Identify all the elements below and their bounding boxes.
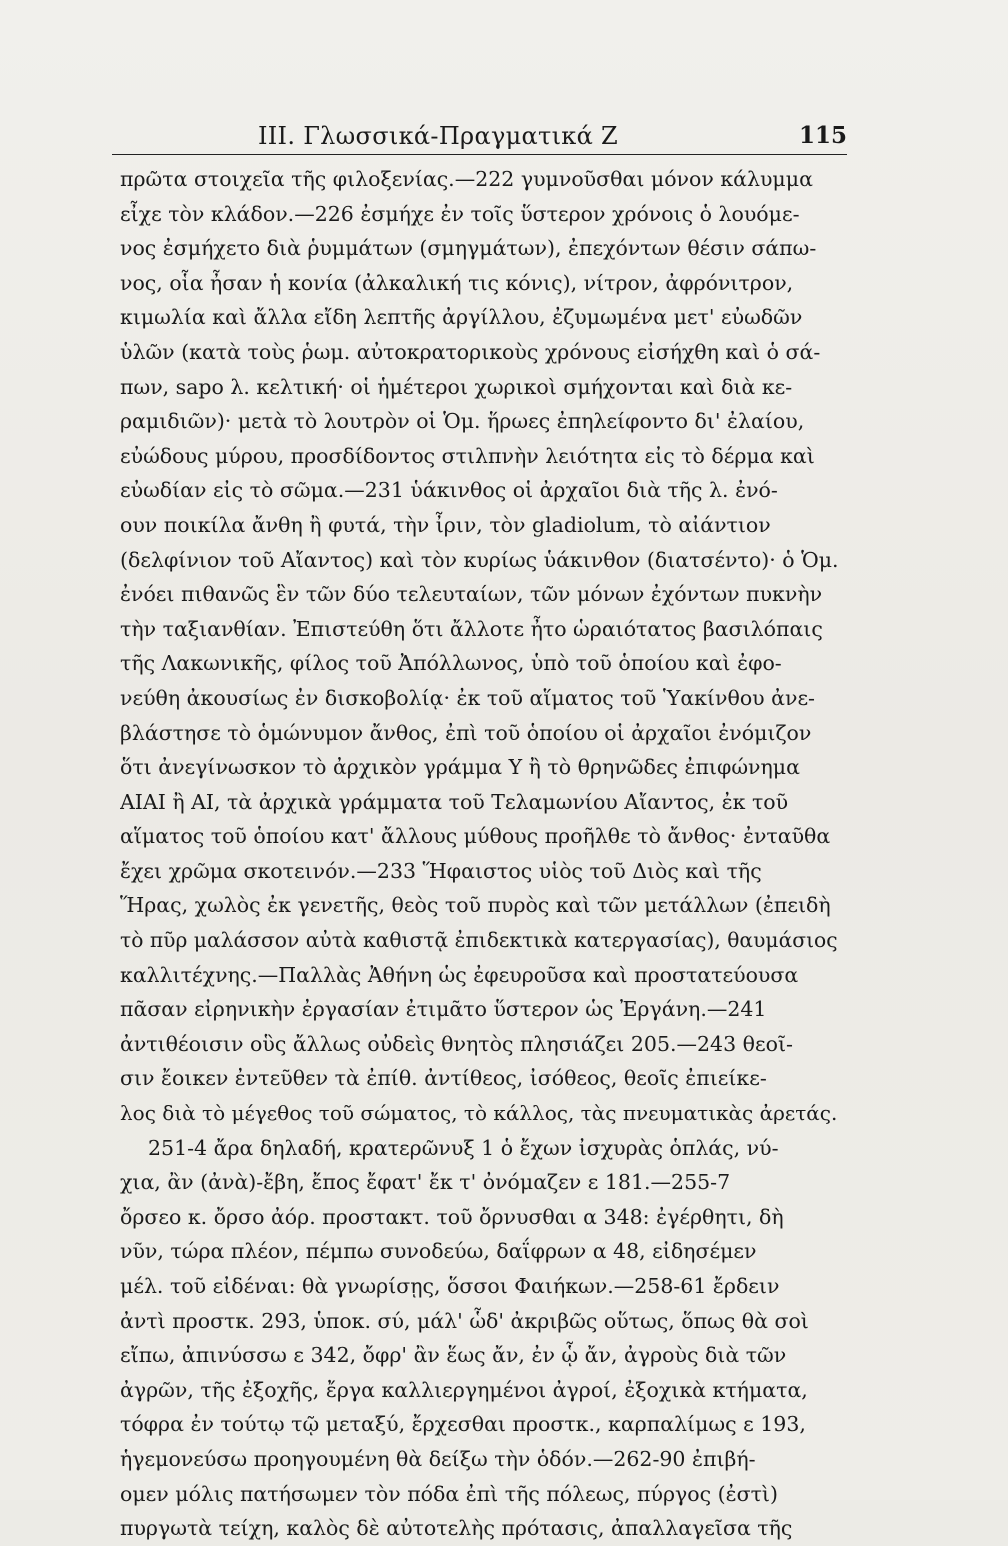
text-line: χια, ἂν (ἀνὰ)-ἔβη, ἔπος ἔφατ' ἔκ τ' ὀνόμαζεν ε 181.—255-7 xyxy=(120,1170,731,1195)
text-line: τῆς Λακωνικῆς, φίλος τοῦ Ἀπόλλωνος, ὑπὸ τοῦ ὁποίου καὶ ἐφο- xyxy=(120,651,782,676)
text-line: ὑλῶν (κατὰ τοὺς ῥωμ. αὐτοκρατορικοὺς χρόνους εἰσήχθη καὶ ὁ σά- xyxy=(120,339,821,364)
text-line: πρῶτα στοιχεῖα τῆς φιλοξενίας.—222 γυμνοῦσθαι μόνον κάλυμμα xyxy=(120,167,813,191)
text-line: ὅτι ἀνεγίνωσκον τὸ ἀρχικὸν γράμμα Υ ἢ τὸ θρηνῶδες ἐπιφώνημα xyxy=(120,755,800,780)
text-line: ομεν μόλις πατήσωμεν τὸν πόδα ἐπὶ τῆς πόλεως, πύργος (ἐστὶ) xyxy=(120,1481,778,1506)
text-line: λος διὰ τὸ μέγεθος τοῦ σώματος, τὸ κάλλος, τὰς πνευματικὰς ἀρετάς. xyxy=(120,1101,838,1126)
text-line: τὴν ταξιανθίαν. Ἐπιστεύθη ὅτι ἄλλοτε ἦτο ὡραιότατος βασιλόπαις xyxy=(120,616,823,641)
text-line: πυργωτὰ τείχη, καλὸς δὲ αὐτοτελὴς πρότασις, ἀπαλλαγεῖσα τῆς xyxy=(120,1516,793,1541)
text-line: βλάστησε τὸ ὁμώνυμον ἄνθος, ἐπὶ τοῦ ὁποίου οἱ ἀρχαῖοι ἐνόμιζον xyxy=(120,720,812,745)
text-line: εἶχε τὸν κλάδον.—226 ἐσμήχε ἐν τοῖς ὕστερον χρόνοις ὁ λουόμε- xyxy=(120,201,800,226)
text-line: ἀγρῶν, τῆς ἐξοχῆς, ἔργα καλλιεργημένοι ἀγροί, ἐξοχικὰ κτήματα, xyxy=(120,1377,808,1402)
text-line: ἀντὶ προστκ. 293, ὑποκ. σύ, μάλ' ὧδ' ἀκριβῶς οὕτως, ὅπως θὰ σοὶ xyxy=(120,1308,809,1333)
text-line: αἵματος τοῦ ὁποίου κατ' ἄλλους μύθους προῆλθε τὸ ἄνθος· ἐνταῦθα xyxy=(120,824,831,849)
text-line: τόφρα ἐν τούτῳ τῷ μεταξύ, ἔρχεσθαι προστκ., καρπαλίμως ε 193, xyxy=(120,1412,806,1437)
text-line: ἐνόει πιθανῶς ἓν τῶν δύο τελευταίων, τῶν μόνων ἐχόντων πυκνὴν xyxy=(120,582,823,607)
text-line: εὐωδίαν εἰς τὸ σῶμα.—231 ὑάκινθος οἱ ἀρχαῖοι διὰ τῆς λ. ἐνό- xyxy=(120,478,778,503)
text-line: ΑΙΑΙ ἢ ΑΙ, τὰ ἀρχικὰ γράμματα τοῦ Τελαμωνίου Αἴαντος, ἐκ τοῦ xyxy=(120,789,789,814)
text-line: (δελφίνιον τοῦ Αἴαντος) καὶ τὸν κυρίως ὑάκινθον (διατσέντο)· ὁ Ὁμ. xyxy=(120,547,839,572)
body-text xyxy=(120,162,840,1546)
page-header xyxy=(112,116,847,155)
text-line: ἔχει χρῶμα σκοτεινόν.—233 Ἥφαιστος υἱὸς τοῦ Διὸς καὶ τῆς xyxy=(120,858,762,883)
text-line: νῦν, τώρα πλέον, πέμπω συνοδεύω, δαΐφρων α 48, εἰδησέμεν xyxy=(120,1239,757,1264)
text-line: σιν ἔοικεν ἐντεῦθεν τὰ ἐπίθ. ἀντίθεος, ἰσόθεος, θεοῖς ἐπιείκε- xyxy=(120,1066,767,1091)
text-line: πων, sapo λ. κελτική· οἱ ἡμέτεροι χωρικοὶ σμήχονται καὶ διὰ κε- xyxy=(120,374,793,399)
text-line: κιμωλία καὶ ἄλλα εἴδη λεπτῆς ἀργίλλου, ἐζυμωμένα μετ' εὐωδῶν xyxy=(120,305,803,330)
text-line: ἀντιθέοισιν οὓς ἄλλως οὐδεὶς θνητὸς πλησιάζει 205.—243 θεοῖ- xyxy=(120,1031,793,1056)
page-number: 115 xyxy=(798,122,847,149)
text-line: ἡγεμονεύσω προηγουμένη θὰ δείξω τὴν ὁδόν.—262-90 ἐπιβή- xyxy=(120,1446,756,1471)
text-line: νος, οἷα ἦσαν ἡ κονία (ἀλκαλική τις κόνις), νίτρον, ἀφρόνιτρον, xyxy=(120,270,794,295)
text-line: ὄρσεο κ. ὄρσο ἀόρ. προστακτ. τοῦ ὄρνυσθαι α 348: ἐγέρθητι, δὴ xyxy=(120,1204,784,1229)
text-line: νεύθη ἀκουσίως ἐν δισκοβολίᾳ· ἐκ τοῦ αἵματος τοῦ Ὑακίνθου ἀνε- xyxy=(120,685,815,710)
text-line: πᾶσαν εἰρηνικὴν ἐργασίαν ἐτιμᾶτο ὕστερον ὡς Ἐργάνη.—241 xyxy=(120,997,767,1022)
text-line: καλλιτέχνης.—Παλλὰς Ἀθήνη ὡς ἐφευροῦσα καὶ προστατεύουσα xyxy=(120,962,799,987)
text-line: ραμιδιῶν)· μετὰ τὸ λουτρὸν οἱ Ὁμ. ἥρωες ἐπηλείφοντο δι' ἐλαίου, xyxy=(120,409,805,434)
text-line: Ἥρας, χωλὸς ἐκ γενετῆς, θεὸς τοῦ πυρὸς καὶ τῶν μετάλλων (ἐπειδὴ xyxy=(120,893,831,918)
text-line: ουν ποικίλα ἄνθη ἢ φυτά, τὴν ἶριν, τὸν gladiolum, τὸ αἰάντιον xyxy=(120,512,771,537)
text-line: 251-4 ἄρα δηλαδή, κρατερῶνυξ 1 ὁ ἔχων ἰσχυρὰς ὁπλάς, νύ- xyxy=(148,1135,779,1160)
text-line: νος ἐσμήχετο διὰ ῥυμμάτων (σμηγμάτων), ἐπεχόντων θέσιν σάπω- xyxy=(120,236,817,261)
running-head: III. Γλωσσικά-Πραγματικά Ζ xyxy=(258,122,619,150)
text-line: τὸ πῦρ μαλάσσον αὐτὰ καθιστᾷ ἐπιδεκτικὰ κατεργασίας), θαυμάσιος xyxy=(120,928,838,953)
text-line: μέλ. τοῦ εἰδέναι: θὰ γνωρίσῃς, ὅσσοι Φαιήκων.—258-61 ἔρδειν xyxy=(120,1274,780,1298)
text-line: εἴπω, ἀπινύσσω ε 342, ὄφρ' ἂν ἕως ἄν, ἐν ᾧ ἄν, ἀγροὺς διὰ τῶν xyxy=(120,1343,787,1368)
text-line: εὐώδους μύρου, προσδίδοντος στιλπνὴν λειότητα εἰς τὸ δέρμα καὶ xyxy=(120,443,815,468)
